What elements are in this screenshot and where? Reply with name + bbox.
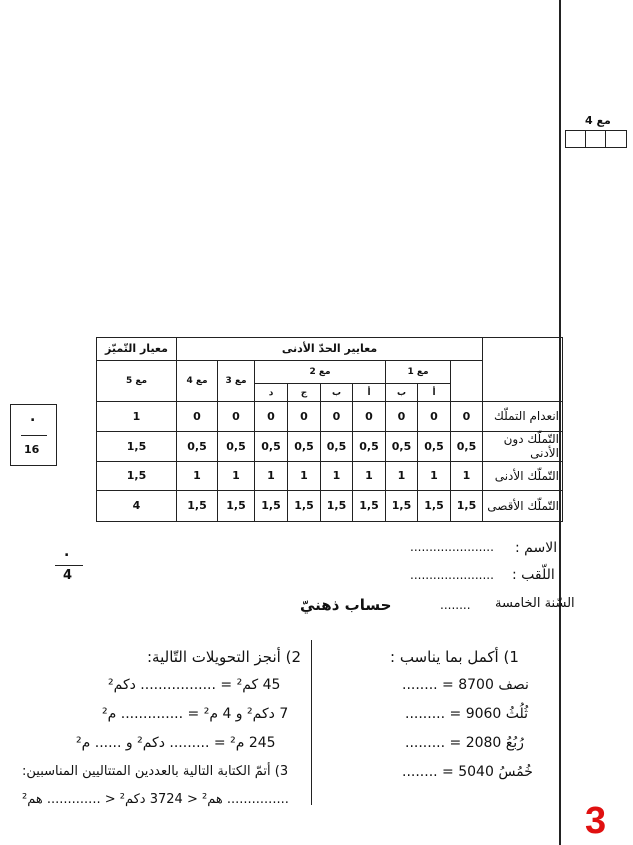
col-m1-a: أ <box>418 383 451 402</box>
criteria-table <box>96 337 563 522</box>
name-dots: ...................... <box>410 540 494 554</box>
row-label: التّملّك دون الأدنى <box>483 431 563 461</box>
page-number: 3 <box>585 800 607 842</box>
score-cell: 0,5 <box>353 431 386 461</box>
score-cell: 1 <box>386 461 418 490</box>
score-cell: 0,5 <box>418 431 451 461</box>
worksheet-title: حساب ذهنيّ <box>300 596 392 614</box>
score-cell: 1 <box>255 461 288 490</box>
part-score-num: . <box>64 544 70 560</box>
score-cell: 1,5 <box>288 490 321 521</box>
score-cell: 0 <box>321 402 353 431</box>
score-cell: 0 <box>255 402 288 431</box>
col-m2-b: ب <box>321 383 353 402</box>
minimum-criteria-header: معايير الحدّ الأدنى <box>177 338 483 361</box>
score-cell: 1 <box>177 461 218 490</box>
q2-title: 2) أنجز التحويلات التّالية: <box>147 648 301 666</box>
q2-item: 245 م² = ......... دكم² و ...... م² <box>76 735 276 751</box>
score-cell: 1 <box>288 461 321 490</box>
col-m2: مع 2 <box>255 360 386 383</box>
q1-item: نصف 8700 = ........ <box>402 677 529 693</box>
col-m2-j: ج <box>288 383 321 402</box>
score-cell: 0,5 <box>386 431 418 461</box>
excellence-cell: 1,5 <box>97 431 177 461</box>
col-m3: مع 3 <box>218 360 255 402</box>
score-cell: 0,5 <box>288 431 321 461</box>
part-score-line <box>55 565 83 566</box>
grade-label: السّنة الخامسة <box>495 596 575 611</box>
part-score-den: 4 <box>63 568 73 583</box>
exercise-divider <box>311 640 312 805</box>
score-cell: 1 <box>218 461 255 490</box>
total-score-num: . <box>30 409 36 425</box>
score-cell: 1 <box>418 461 451 490</box>
q2-item: 7 دكم² و 4 م² = .............. م² <box>102 706 289 722</box>
col-m1: مع 1 <box>386 360 451 383</box>
total-score-box <box>10 404 57 466</box>
score-cell: 0,5 <box>451 431 483 461</box>
q2-item: 45 كم² = ................. دكم² <box>108 677 281 693</box>
q1-item: خُمُسُ 5040 = ........ <box>402 764 533 780</box>
score-cell: 0 <box>386 402 418 431</box>
score-cell: 1,5 <box>321 490 353 521</box>
col-m2-d: د <box>255 383 288 402</box>
side-score-boxes <box>565 130 627 148</box>
score-cell: 1,5 <box>418 490 451 521</box>
row-label: التّملّك الأقصى <box>483 490 563 521</box>
col-m2-a: أ <box>353 383 386 402</box>
score-cell: 1,5 <box>451 490 483 521</box>
score-cell: 0 <box>418 402 451 431</box>
score-cell: 0 <box>177 402 218 431</box>
score-cell: 1 <box>353 461 386 490</box>
side-criterion-label: مع 4 <box>585 114 611 127</box>
surname-dots: ...................... <box>410 568 494 582</box>
score-cell: 1,5 <box>353 490 386 521</box>
score-cell: 0 <box>353 402 386 431</box>
total-score-den: 16 <box>24 443 40 456</box>
score-cell: 1,5 <box>255 490 288 521</box>
score-cell: 0,5 <box>177 431 218 461</box>
row-label: انعدام التملّك <box>483 402 563 431</box>
name-label: الاسم : <box>515 540 558 556</box>
col-m1-b: ب <box>386 383 418 402</box>
score-cell: 0 <box>218 402 255 431</box>
score-cell: 1,5 <box>177 490 218 521</box>
q1-item: رُبُعُ 2080 = ......... <box>405 735 524 751</box>
surname-label: اللّقب : <box>512 567 555 583</box>
score-cell: 0 <box>288 402 321 431</box>
q1-title: 1) أكمل بما يناسب : <box>390 648 519 666</box>
col-m5: مع 5 <box>97 360 177 402</box>
score-cell: 0,5 <box>255 431 288 461</box>
row-label: التّملّك الأدنى <box>483 461 563 490</box>
q3-title: 3) أتمّ الكتابة التالية بالعددين المتتاليين المناسبين: <box>22 764 289 779</box>
grade-dots: ........ <box>440 598 471 612</box>
excellence-header: معيار التّميّز <box>97 338 177 361</box>
score-cell: 1,5 <box>218 490 255 521</box>
excellence-cell: 1,5 <box>97 461 177 490</box>
score-cell: 1 <box>321 461 353 490</box>
score-cell: 1,5 <box>386 490 418 521</box>
score-cell: 0 <box>451 402 483 431</box>
excellence-cell: 4 <box>97 490 177 521</box>
score-cell: 0,5 <box>321 431 353 461</box>
col-m4: مع 4 <box>177 360 218 402</box>
q1-item: ثُلُثُ 9060 = ......... <box>405 706 529 722</box>
score-cell: 1 <box>451 461 483 490</box>
excellence-cell: 1 <box>97 402 177 431</box>
score-cell: 0,5 <box>218 431 255 461</box>
q3-expression: ............... هم² < 3724 دكم² < ............. هم² <box>22 792 289 807</box>
